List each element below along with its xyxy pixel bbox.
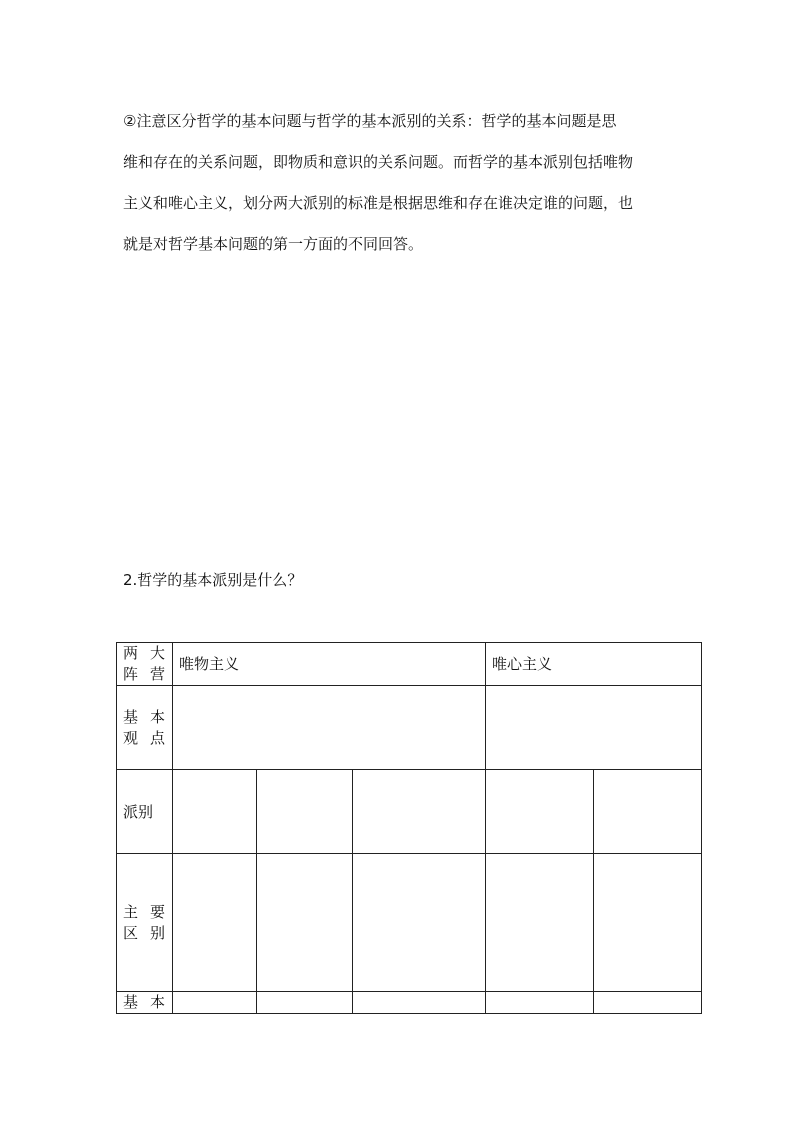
- cell-materialism-basic-3[interactable]: [353, 992, 486, 1014]
- cell-idealism-school-2[interactable]: [594, 770, 702, 854]
- cell-materialism-difference-1[interactable]: [173, 854, 257, 992]
- cell-materialism-views[interactable]: [173, 686, 486, 770]
- philosophy-schools-table: [116, 642, 702, 1014]
- row-label-basic-line-1: 基 本: [123, 993, 165, 1011]
- cell-materialism-school-3[interactable]: [353, 770, 486, 854]
- row-label-basic: [117, 992, 173, 1014]
- note-line-1: ②注意区分哲学的基本问题与哲学的基本派别的关系：哲学的基本问题是思: [123, 112, 617, 130]
- cell-idealism-difference-1[interactable]: [486, 854, 594, 992]
- row-label-schools: 派别: [117, 770, 173, 854]
- row-label-camps: [117, 643, 173, 686]
- row-label-differences: [117, 854, 173, 992]
- row-differences: [117, 854, 702, 992]
- row-schools: [117, 770, 702, 854]
- cell-materialism-basic-2[interactable]: [257, 992, 353, 1014]
- header-idealism: 唯心主义: [486, 643, 702, 686]
- row-label-camps-line-1: 两 大: [123, 644, 165, 662]
- row-label-camps-line-2: 阵营: [123, 665, 165, 683]
- cell-idealism-views[interactable]: [486, 686, 702, 770]
- note-line-2: 维和存在的关系问题，即物质和意识的关系问题。而哲学的基本派别包括唯物: [123, 153, 634, 171]
- cell-materialism-basic-1[interactable]: [173, 992, 257, 1014]
- row-label-views-line-2: 观点: [123, 728, 165, 747]
- note-line-3: 主义和唯心主义，划分两大派别的标准是根据思维和存在谁决定谁的问题，也: [123, 194, 634, 212]
- row-label-views: [117, 686, 173, 770]
- cell-idealism-school-1[interactable]: [486, 770, 594, 854]
- note-line-4: 就是对哲学基本问题的第一方面的不同回答。: [123, 235, 424, 253]
- cell-idealism-basic-2[interactable]: [594, 992, 702, 1014]
- cell-materialism-school-1[interactable]: [173, 770, 257, 854]
- cell-materialism-difference-3[interactable]: [353, 854, 486, 992]
- row-views: [117, 686, 702, 770]
- row-basic: [117, 992, 702, 1014]
- row-label-differences-line-1: 主 要: [123, 902, 165, 921]
- row-label-differences-line-2: 区别: [123, 923, 165, 942]
- cell-materialism-difference-2[interactable]: [257, 854, 353, 992]
- question-title: 2.哲学的基本派别是什么？: [123, 571, 303, 589]
- row-label-views-line-1: 基 本: [123, 707, 165, 726]
- header-materialism: 唯物主义: [173, 643, 486, 686]
- row-camps: [117, 643, 702, 686]
- cell-idealism-difference-2[interactable]: [594, 854, 702, 992]
- cell-materialism-school-2[interactable]: [257, 770, 353, 854]
- cell-idealism-basic-1[interactable]: [486, 992, 594, 1014]
